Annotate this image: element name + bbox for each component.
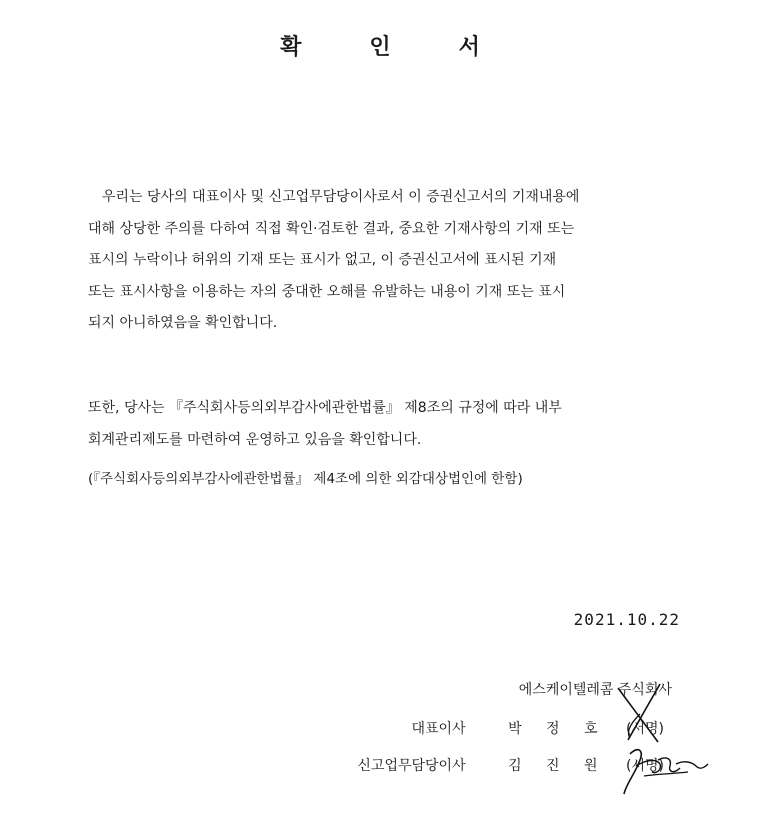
signatory-director [357,755,664,775]
paragraph-line: 또한, 당사는 『주식회사등의외부감사에관한법률』 제8조의 규정에 따라 내부 [88,400,562,416]
paragraph-line: 회계관리제도를 마련하여 운영하고 있음을 확인합니다. [88,431,422,448]
internal-control-paragraph [88,393,688,456]
name-char: 호 [584,721,598,737]
paragraph-line: 표시의 누락이나 허위의 기재 또는 표시가 없고, 이 증권신고서에 표시된 기재 [88,252,557,268]
document-date: 2021.10.22 [573,610,680,629]
name-char: 정 [546,721,560,737]
signatory-ceo [412,718,665,738]
paragraph-line: 또는 표시사항을 이용하는 자의 중대한 오해를 유발하는 내용이 기재 또는 표시 [88,283,566,300]
title-char: 확 [280,35,302,60]
signature-mark-label: (서명) [626,758,664,774]
title-char: 서 [458,35,480,60]
signature-mark-label: (서명) [626,721,664,737]
paragraph-line: 우리는 당사의 대표이사 및 신고업무담당이사로서 이 증권신고서의 기재내용에 [88,189,580,205]
confirmation-paragraph [88,182,688,340]
name-char: 원 [584,758,598,774]
signatory-role: 대표이사 [411,721,466,737]
applicability-note: (『주식회사등의외부감사에관한법률』 제4조에 의한 외감대상법인에 한함) [88,471,523,487]
name-char: 진 [546,758,560,774]
title-char: 인 [369,35,391,60]
document-title [0,30,760,61]
paragraph-line: 되지 아니하였음을 확인합니다. [88,315,278,331]
signatory-role: 신고업무담당이사 [357,758,466,774]
name-char: 김 [508,758,522,774]
name-char: 박 [508,721,522,737]
paragraph-line: 대해 상당한 주의를 다하여 직접 확인·검토한 결과, 중요한 기재사항의 기재 또는 [88,220,575,237]
company-name: 에스케이텔레콤 주식회사 [518,682,672,698]
